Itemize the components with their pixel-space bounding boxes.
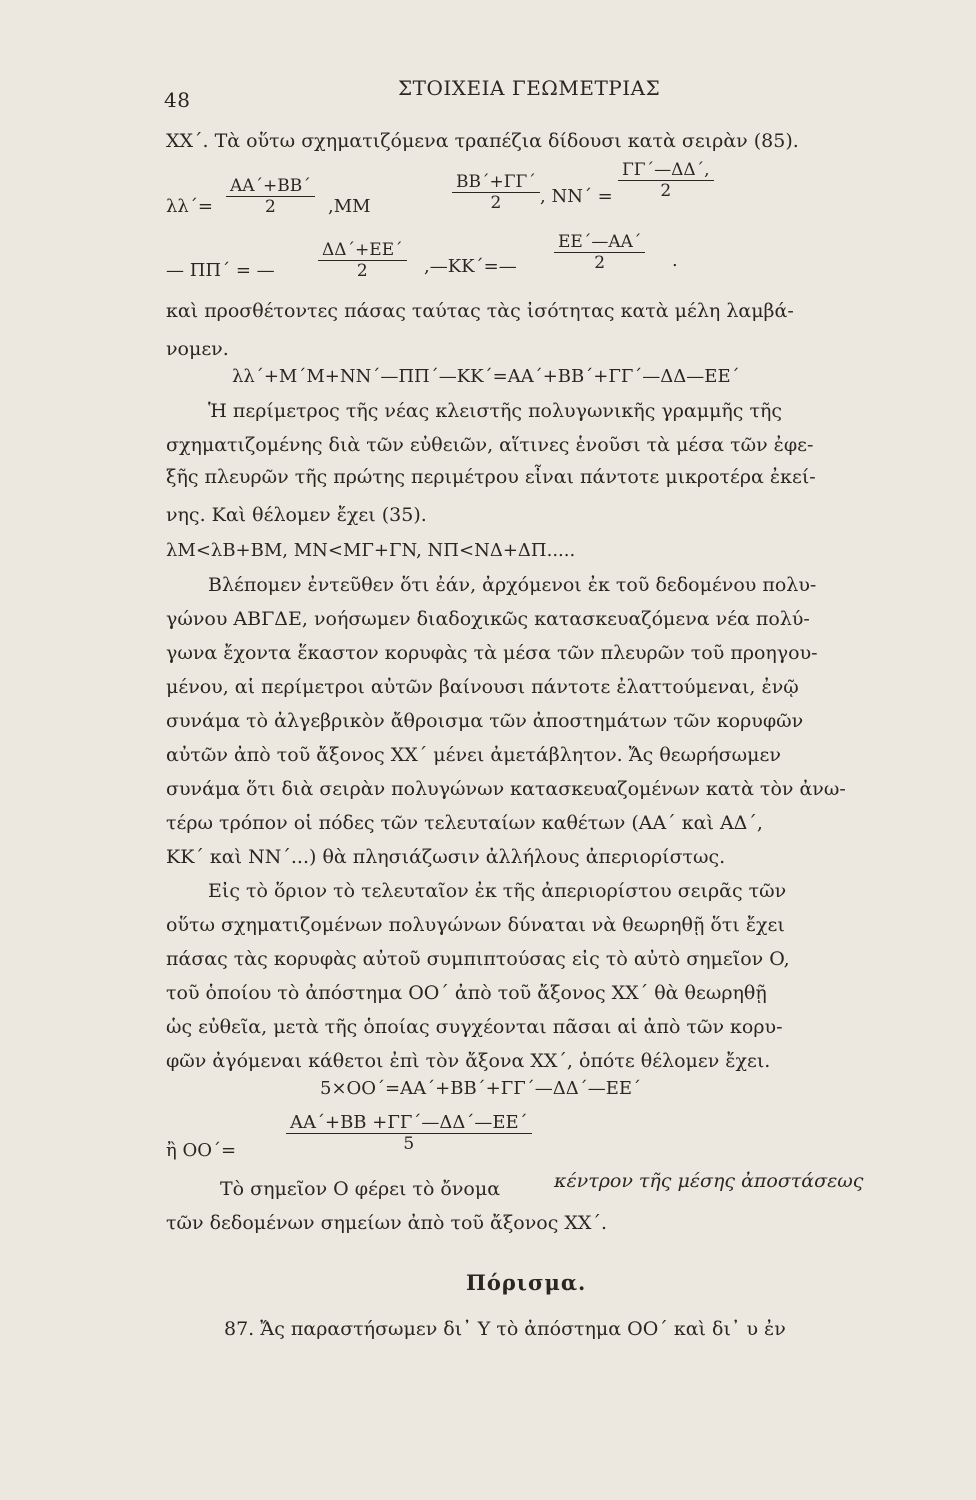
section-heading: Πόρισμα. [466,1270,587,1295]
para3-line1: Βλέπομεν ἐντεῦθεν ὅτι ἐάν, ἀρχόμενοι ἐκ τοῦ δεδομένου πολυ- [208,574,817,596]
para5-line2: τῶν δεδομένων σημείων ἀπὸ τοῦ ἄξονος XX΄. [166,1212,607,1234]
eq2-lhs-a: — ΠΠ΄ = — [166,260,275,281]
eq2-frac-a-num: ΔΔ΄+EE΄ [318,240,407,261]
para3-line3: γωνα ἔχοντα ἕκαστον κορυφὰς τὰ μέσα τῶν πλευρῶν τοῦ προηγου- [166,642,818,664]
para3-line2: γώνου ΑΒΓΔΕ, νοήσωμεν διαδοχικῶς κατασκευαζόμενα νέα πολύ- [166,608,810,630]
para3-line9: KK΄ καὶ NN΄...) θὰ πλησιάζωσιν ἀλλήλους ἀπεριορίστως. [166,846,726,868]
para4-line4: τοῦ ὁποίου τὸ ἀπόστημα OO΄ ἀπὸ τοῦ ἄξονος XX΄ θὰ θεωρηθῇ [166,982,767,1004]
para1-line1: καὶ προσθέτοντες πάσας ταύτας τὰς ἰσότητας κατὰ μέλη λαμβά- [166,300,794,322]
eq1-frac-c [618,160,714,201]
para3-line5: συνάμα τὸ ἀλγεβρικὸν ἄθροισμα τῶν ἀποστημάτων τῶν κορυφῶν [166,710,804,732]
oo-equation-num: AA΄+BB +ΓΓ΄—ΔΔ΄—EE΄ [286,1112,532,1134]
para5-line1a: Τὸ σημεῖον O φέρει τὸ ὄνομα [220,1178,501,1200]
para2-line2: σχηματιζομένης διὰ τῶν εὐθειῶν, αἵτινες ἑνοῦσι τὰ μέσα τῶν ἐφε- [166,434,814,456]
para5-term: κέντρον τῆς μέσης ἀποστάσεως [554,1170,864,1192]
oo-equation-frac [286,1112,532,1154]
inequalities: λM<λB+BM, MN<MΓ+ΓN, NΠ<NΔ+ΔΠ..... [166,540,576,561]
para3-line8: τέρω τρόπον οἱ πόδες τῶν τελευταίων καθέτων (AA΄ καὶ AΔ΄, [166,812,763,834]
para4-line1: Εἰς τὸ ὅριον τὸ τελευταῖον ἐκ τῆς ἀπεριορίστου σειρᾶς τῶν [208,880,787,902]
eq1-frac-a-num: AA΄+BB΄ [226,176,315,197]
page-number: 48 [164,88,191,112]
para3-line7: συνάμα ὅτι διὰ σειρὰν πολυγώνων κατασκευαζομένων κατὰ τὸν ἀνω- [166,778,846,800]
eq1-lhs: λλ΄= [166,196,213,217]
intro-line: XX΄. Τὰ οὕτω σχηματιζόμενα τραπέζια δίδουσι κατὰ σειρὰν (85). [166,130,799,152]
para4-line3: πάσας τὰς κορυφὰς αὐτοῦ συμπιπτούσας εἰς τὸ αὐτὸ σημεῖον O, [166,948,790,970]
para2-line3: ξῆς πλευρῶν τῆς πρώτης περιμέτρου εἶναι πάντοτε μικροτέρα ἐκεί- [166,466,816,488]
para4-line5: ὡς εὐθεῖα, μετὰ τῆς ὁποίας συγχέονται πᾶσαι αἱ ἀπὸ τῶν κορυ- [166,1016,783,1038]
running-title: ΣΤΟΙΧΕΙΑ ΓΕΩΜΕΤΡΙΑΣ [398,76,661,100]
eq2-end: . [672,250,678,271]
sum-equation: λλ΄+M΄M+NN΄—ΠΠ΄—KK΄=AA΄+BB΄+ΓΓ΄—ΔΔ—EE΄ [232,366,740,387]
eq2-frac-b-den: 2 [594,253,606,273]
center-equation: 5×OO΄=AA΄+BB΄+ΓΓ΄—ΔΔ΄—EE΄ [320,1078,642,1099]
eq1-frac-a [226,176,315,217]
para2-line1: Ἡ περίμετρος τῆς νέας κλειστῆς πολυγωνικῆς γραμμῆς τῆς [208,400,783,422]
eq1-frac-b [452,172,540,213]
eq2-frac-a-den: 2 [356,261,368,281]
eq1-frac-a-den: 2 [264,197,276,217]
para3-line6: αὐτῶν ἀπὸ τοῦ ἄξονος XX΄ μένει ἀμετάβλητον. Ἄς θεωρήσωμεν [166,744,781,766]
para3-line4: μένου, αἱ περίμετροι αὐτῶν βαίνουσι πάντοτε ἐλαττούμεναι, ἐνῷ [166,676,799,698]
para1-line2: νομεν. [166,338,229,360]
para4-line6: φῶν ἀγόμεναι κάθετοι ἐπὶ τὸν ἄξονα XX΄, ὁπότε θέλομεν ἔχει. [166,1050,771,1072]
eq1-sep-a: ,MM [328,196,371,217]
para6-line1: 87. Ἄς παραστήσωμεν δι᾽ Υ τὸ ἀπόστημα OO΄ καὶ δι᾽ υ ἐν [224,1318,786,1340]
eq1-sep-b: , NN΄ = [540,186,613,207]
eq2-frac-b-num: EE΄—AA΄ [554,232,645,253]
eq1-frac-c-den: 2 [660,181,672,201]
eq2-lhs-b: ,—KK΄=— [424,256,517,277]
eq1-frac-b-den: 2 [490,193,502,213]
oo-equation-den: 5 [403,1134,415,1154]
eq2-frac-b [554,232,645,273]
para4-line2: οὕτω σχηματιζομένων πολυγώνων δύναται νὰ θεωρηθῇ ὅτι ἔχει [166,914,785,936]
eq2-frac-a [318,240,407,281]
eq1-frac-b-num: BB΄+ΓΓ΄ [452,172,540,193]
para2-line4: νης. Καὶ θέλομεν ἔχει (35). [166,504,427,526]
eq1-frac-c-num: ΓΓ΄—ΔΔ΄, [618,160,714,181]
oo-equation-lhs: ἢ OO΄= [166,1140,237,1161]
